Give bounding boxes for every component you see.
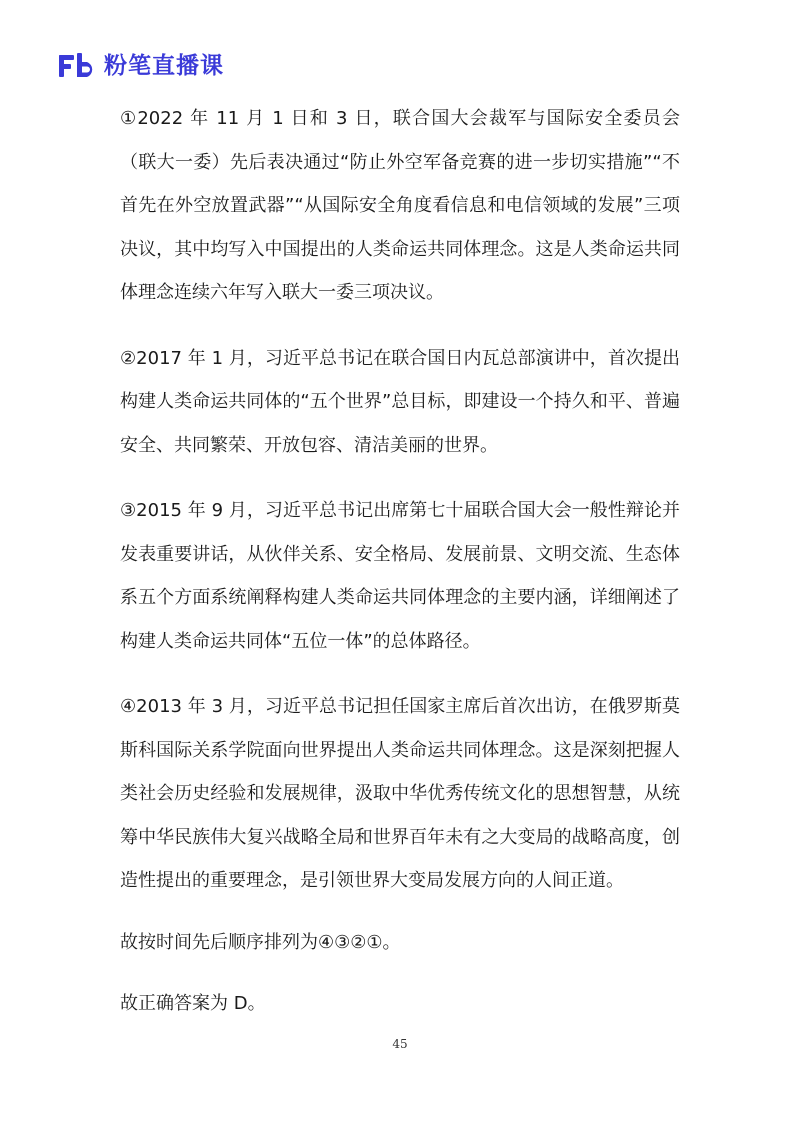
paragraph-2: ②2017 年 1 月，习近平总书记在联合国日内瓦总部演讲中，首次提出构建人类命运共同体的“五个世界”总目标，即建设一个持久和平、普遍安全、共同繁荣、开放包容、清洁美丽的世界。 xyxy=(120,347,680,456)
order-statement: 故按时间先后顺序排列为④③②①。 xyxy=(120,931,401,953)
answer-explanation xyxy=(120,97,680,1026)
answer-statement: 故正确答案为 D。 xyxy=(120,993,266,1014)
brand-header xyxy=(58,50,224,82)
paragraph-3: ③2015 年 9 月，习近平总书记出席第七十届联合国大会一般性辩论并发表重要讲话，从伙伴关系、安全格局、发展前景、文明交流、生态体系五个方面系统阐释构建人类命运共同体理念的主要内涵，详细阐述了构建人类命运共同体“五位一体”的总体路径。 xyxy=(120,500,680,652)
page-number: 45 xyxy=(392,1037,408,1051)
paragraph-4: ④2013 年 3 月，习近平总书记担任国家主席后首次出访，在俄罗斯莫斯科国际关系学院面向世界提出人类命运共同体理念。这是深刻把握人类社会历史经验和发展规律，汲取中华优秀传统文化的思想智慧，从统筹中华民族伟大复兴战略全局和世界百年未有之大变局的战略高度，创造性提出的重要理念，是引领世界大变局发展方向的人间正道。 xyxy=(120,696,680,891)
paragraph-1: ①2022 年 11 月 1 日和 3 日，联合国大会裁军与国际安全委员会（联大一委）先后表决通过“防止外空军备竞赛的进一步切实措施”“不首先在外空放置武器”“从国际安全角度看信息和电信领域的发展”三项决议，其中均写入中国提出的人类命运共同体理念。这是人类命运共同体理念连续六年写入联大一委三项决议。 xyxy=(120,108,680,303)
brand-name: 粉笔直播课 xyxy=(104,53,224,79)
fenbi-logo-icon xyxy=(58,52,98,80)
